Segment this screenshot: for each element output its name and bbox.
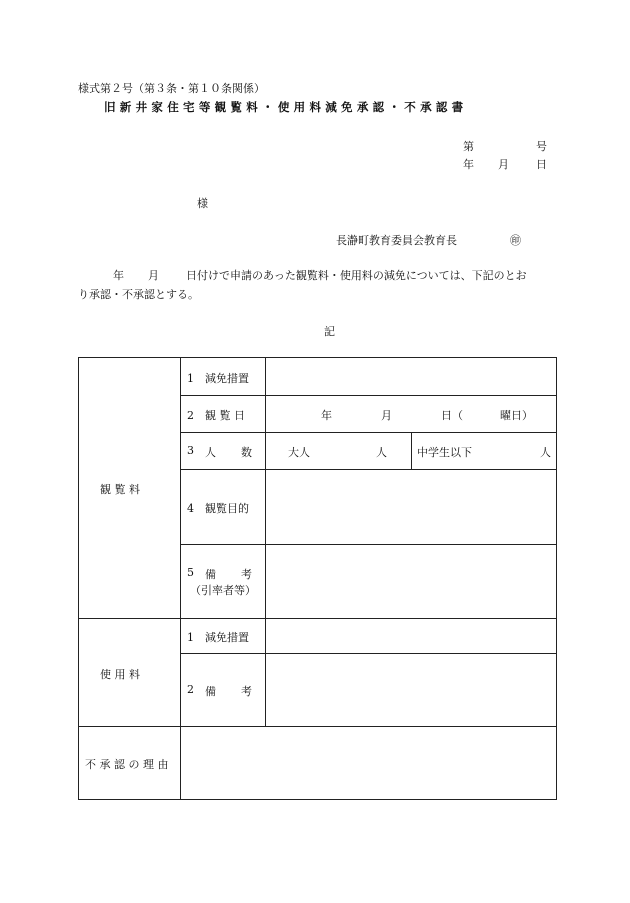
row-divider (180, 395, 557, 396)
usage-exemption-field[interactable] (266, 619, 556, 653)
visit-year-label: 年 (321, 409, 332, 422)
document-title: 旧 新 井 家 住 宅 等 観 覧 料 ・ 使 用 料 減 免 承 認 ・ 不 承 認 書 (104, 100, 464, 114)
row-label-remarks-b: 考 (241, 568, 252, 581)
row-label-remarks-num: 5 (187, 566, 194, 579)
row-label-visit-date: 2 観 覧 日 (187, 409, 245, 422)
junior-count-field[interactable] (480, 433, 538, 469)
visit-month-label: 月 (381, 409, 392, 422)
row-label-purpose: 4 観覧目的 (187, 502, 249, 515)
body-month: 月 (148, 269, 159, 282)
usage-row-remarks-a: 備 (205, 685, 216, 698)
purpose-field[interactable] (266, 470, 556, 544)
ki-heading: 記 (324, 325, 335, 338)
date-month: 月 (498, 158, 509, 171)
rejection-reason-label: 不 承 認 の 理 由 (85, 758, 169, 771)
form-number: 様式第２号（第３条・第１０条関係） (78, 82, 265, 95)
visit-weekday-label: 曜日） (500, 409, 533, 422)
rejection-reason-field[interactable] (181, 727, 556, 799)
adult-unit: 人 (376, 446, 387, 459)
addressee-suffix: 様 (197, 197, 208, 210)
exemption-value-field[interactable] (266, 358, 556, 395)
usage-remarks-field[interactable] (266, 654, 556, 726)
usage-row-remarks-num: 2 (187, 683, 194, 696)
issuer-name: 長瀞町教育委員会教育長 (336, 234, 457, 247)
doc-number-suffix: 号 (536, 140, 547, 153)
row-label-exemption: 1 減免措置 (187, 372, 249, 385)
adult-count-field[interactable] (318, 433, 374, 469)
row-label-headcount-b: 数 (241, 446, 252, 459)
junior-label: 中学生以下 (417, 446, 472, 459)
date-year: 年 (463, 158, 474, 171)
usage-fee-label: 使 用 料 (100, 668, 140, 681)
junior-unit: 人 (540, 446, 551, 459)
body-line1: 日付けで申請のあった観覧料・使用料の減免については、下記のとお (186, 269, 527, 282)
remarks-field[interactable] (266, 545, 556, 618)
row-label-headcount-num: 3 (187, 444, 194, 457)
seal-mark: ㊞ (510, 234, 521, 247)
usage-row-remarks-b: 考 (241, 685, 252, 698)
row-label-remarks-sub: （引率者等） (190, 584, 256, 597)
row-label-remarks-a: 備 (205, 568, 216, 581)
body-line2: り承認・不承認とする。 (78, 288, 199, 301)
body-year: 年 (113, 269, 124, 282)
date-day: 日 (536, 158, 547, 171)
column-divider (411, 432, 412, 469)
row-label-headcount-a: 人 (205, 446, 216, 459)
viewing-fee-label: 観 覧 料 (100, 483, 140, 496)
doc-number-prefix: 第 (463, 140, 474, 153)
usage-row-exemption: 1 減免措置 (187, 631, 249, 644)
adult-label: 大人 (288, 446, 310, 459)
visit-day-label: 日（ (441, 409, 463, 422)
